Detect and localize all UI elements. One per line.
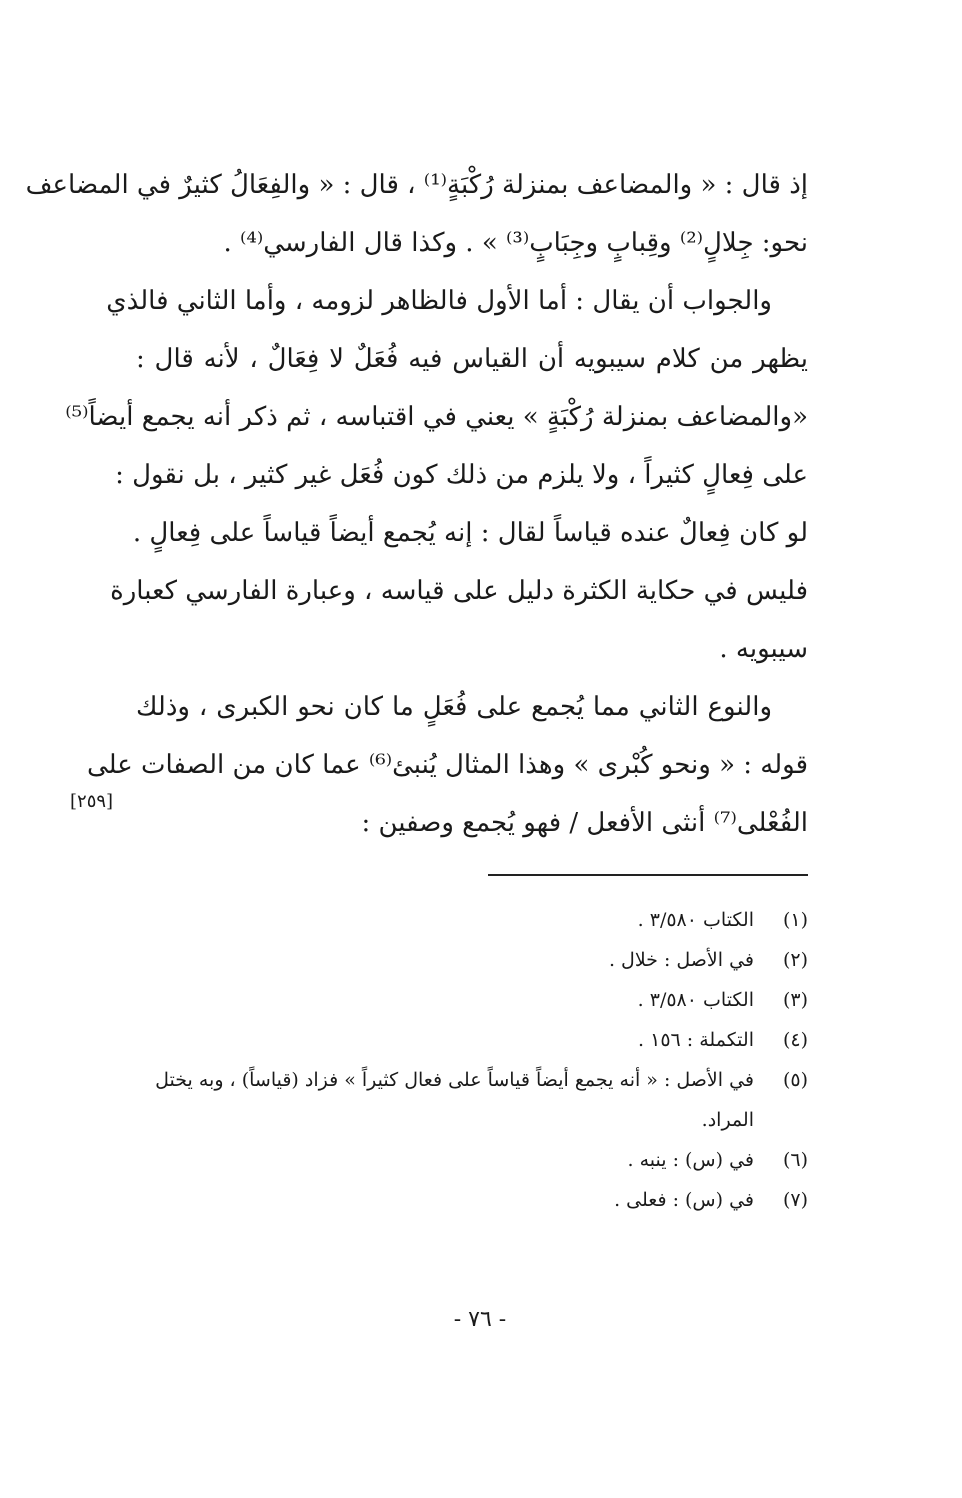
footnote: [136, 1140, 808, 1180]
text-line: يظهر من كلام سيبويه أن القياس فيه فُعَلٌ لا فِعَالٌ ، لأنه قال :: [136, 344, 808, 374]
text-line: على فِعالٍ كثيراً ، ولا يلزم من ذلك كون فُعَل غير كثير ، بل نقول :: [115, 460, 808, 490]
footnote-divider: [488, 874, 808, 876]
footnote-text: التكملة : ١٥٦ .: [638, 1029, 754, 1051]
footnote-number: (٢): [782, 949, 808, 971]
footnote-text: في الأصل : « أنه يجمع أيضاً قياساً على فعال كثيراً » فزاد (قياساً) ، وبه يختل المراد.: [155, 1069, 754, 1131]
text-line: قوله : « ونحو كُبْرى » وهذا المثال يُنبئ⁽⁶⁾ عما كان من الصفات على: [86, 750, 808, 780]
manuscript-folio-reference: [٢٥٩]: [70, 791, 114, 812]
footnote: [136, 1020, 808, 1060]
text-line: والجواب أن يقال : أما الأول فالظاهر لزومه ، وأما الثاني فالذي: [106, 286, 772, 316]
footnotes: [136, 900, 808, 1220]
footnote-number: (٧): [782, 1189, 808, 1211]
footnote-text: الكتاب ٣/٥٨٠ .: [637, 909, 754, 931]
page-number: - ٧٦ -: [453, 1307, 507, 1332]
text-line: سيبويه .: [719, 634, 808, 664]
text-line: «والمضاعف بمنزلة رُكْبَةٍ » يعني في اقتباسه ، ثم ذكر أنه يجمع أيضاً⁽⁵⁾: [65, 402, 808, 432]
footnote: [136, 980, 808, 1020]
footnote-number: (٥): [782, 1069, 808, 1091]
footnote-number: (٣): [782, 989, 808, 1011]
footnote-number: (١): [782, 909, 808, 931]
footnote-text: في الأصل : خلال .: [608, 949, 754, 971]
footnote-text: في (س) : ينبه .: [627, 1149, 754, 1171]
text-line: لو كان فِعالٌ عنده قياساً لقال : إنه يُجمع أيضاً قياساً على فِعالٍ .: [132, 518, 808, 548]
footnote-number: (٤): [782, 1029, 808, 1051]
text-line: فليس في حكاية الكثرة دليل على قياسه ، وعبارة الفارسي كعبارة: [110, 576, 808, 606]
text-line: والنوع الثاني مما يُجمع على فُعَلٍ ما كان نحو الكبرى ، وذلك: [136, 692, 772, 722]
text-line: الفُعْلى⁽⁷⁾ أنثى الأفعل / فهو يُجمع وصفين :: [361, 808, 808, 838]
footnote-text: في (س) : فعلى .: [614, 1189, 754, 1211]
text-line: نحو: جِلالٍ⁽²⁾ وقِبابٍ وجِبَابٍ⁽³⁾ » . وكذا قال الفارسي⁽⁴⁾ .: [223, 228, 808, 258]
footnote: [136, 940, 808, 980]
footnote: [136, 900, 808, 940]
footnote-text: الكتاب ٣/٥٨٠ .: [637, 989, 754, 1011]
footnote: [136, 1180, 808, 1220]
footnote: [136, 1060, 808, 1140]
footnote-number: (٦): [782, 1149, 808, 1171]
text-line: إذ قال : « والمضاعف بمنزلة رُكْبَةٍ⁽¹⁾ ، قال : « والفِعَالُ كثيرٌ في المضاعف: [25, 170, 808, 200]
